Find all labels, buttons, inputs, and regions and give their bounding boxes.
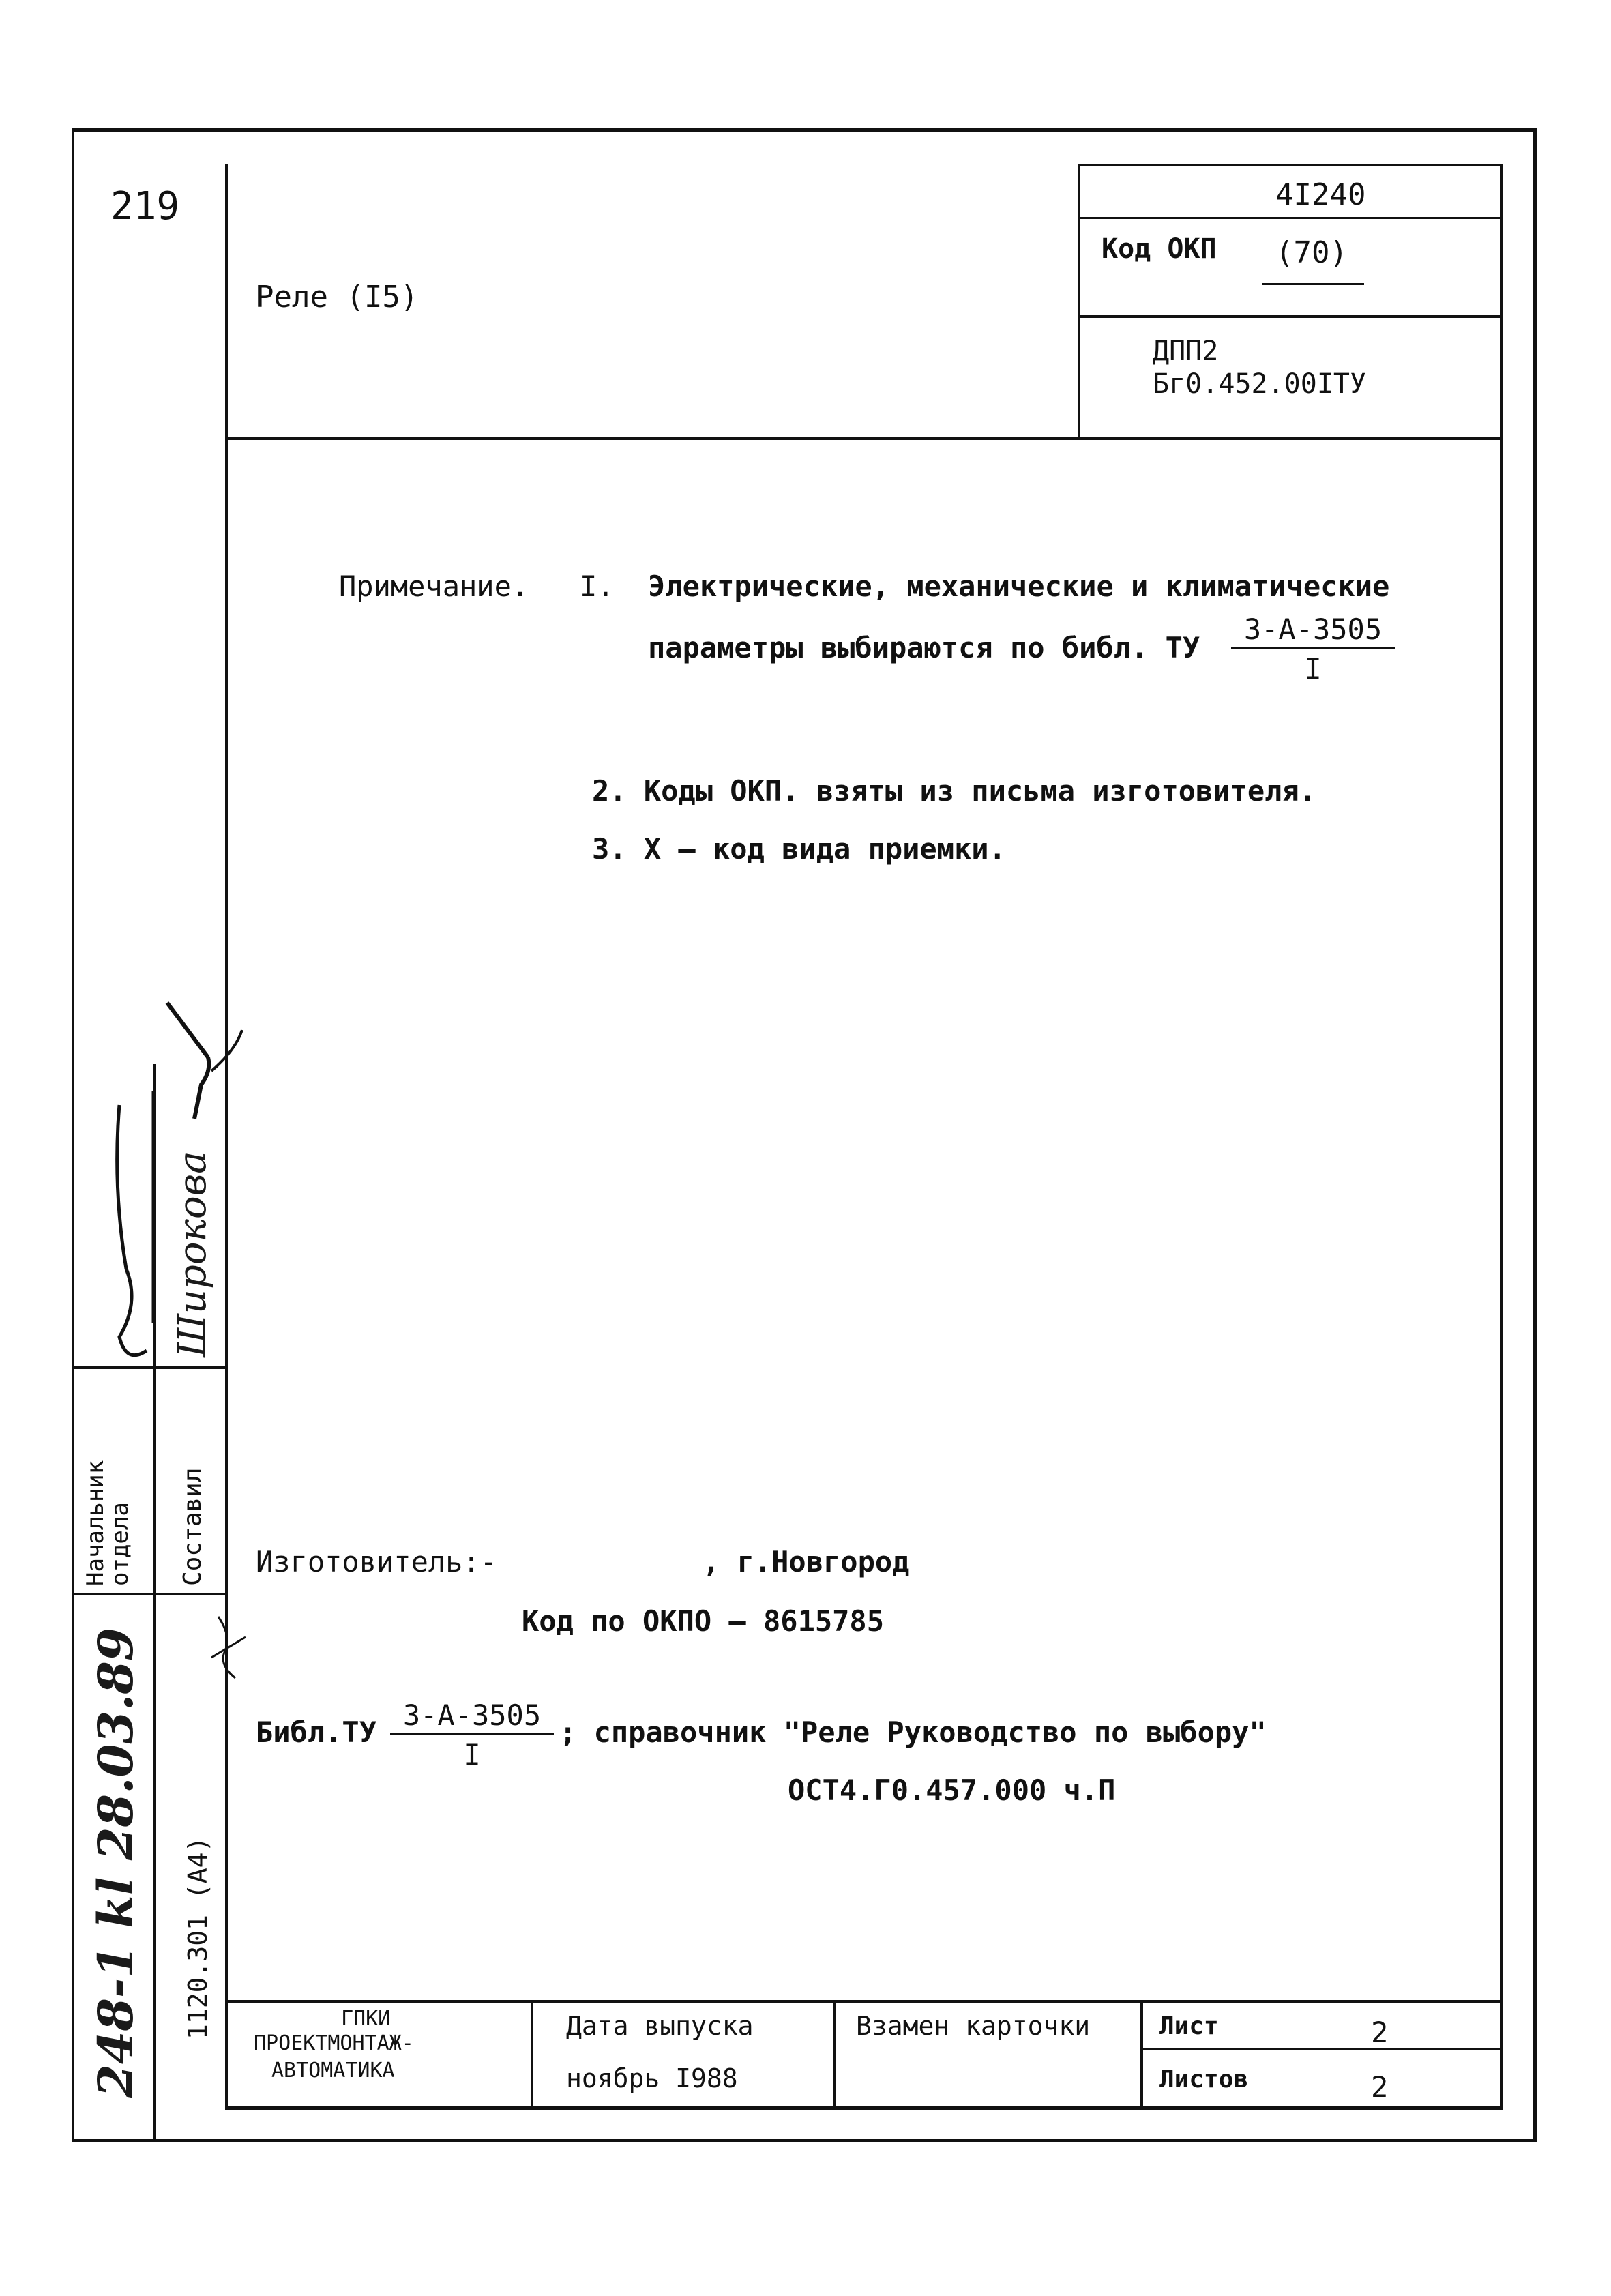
- director-signature: [205, 1610, 252, 1685]
- library-prefix: Библ.ТУ: [256, 1716, 377, 1749]
- department-head-label: Начальник отдела: [82, 1460, 134, 1586]
- sidebar-stamp-bottom-border: [72, 1593, 228, 1595]
- note-1-tu-fraction: [1231, 613, 1395, 686]
- okpo-code: Код по ОКПО – 8615785: [522, 1604, 885, 1638]
- sheets-value: 2: [1371, 2070, 1389, 2104]
- frame-bottom-border: [72, 2139, 1537, 2142]
- footer-divider-2: [833, 2000, 836, 2109]
- header-top-border: [1078, 164, 1503, 166]
- note-1-line2: параметры выбираются по библ. ТУ: [648, 631, 1200, 664]
- doc-number-line2: Бг0.452.00IТУ: [1153, 368, 1367, 400]
- okp-label: Код ОКП: [1102, 233, 1217, 265]
- frame-top-border: [72, 128, 1537, 132]
- content-bottom-border: [225, 2106, 1503, 2110]
- issue-date-label: Дата выпуска: [566, 2011, 754, 2041]
- replaces-card-label: Взамен карточки: [856, 2011, 1091, 2041]
- manufacturer-city: , г.Новгород: [703, 1545, 910, 1578]
- compiled-by-label: Составил: [179, 1467, 207, 1586]
- footer-top-border: [225, 2000, 1503, 2003]
- okp-value: (70): [1275, 235, 1348, 270]
- header-bottom-border: [225, 437, 1503, 440]
- note-1-number: I.: [580, 570, 615, 603]
- document-title: Реле (I5): [256, 280, 419, 314]
- footer-divider-1: [531, 2000, 533, 2109]
- content-right-border: [1500, 164, 1503, 2110]
- compiled-by-signature: Широкова: [171, 1151, 215, 1357]
- form-code: 1120.301 (А4): [183, 1836, 213, 2040]
- org-name-line2: ПРОЕКТМОНТАЖ-: [254, 2031, 414, 2055]
- catalog-code: 4I240: [1275, 177, 1366, 212]
- notes-prefix: Примечание.: [339, 570, 529, 603]
- header-code-divider: [1078, 217, 1503, 219]
- library-tu-fraction: [390, 1698, 554, 1771]
- header-okp-divider: [1078, 315, 1503, 318]
- sheets-label: Листов: [1159, 2065, 1249, 2093]
- okp-value-underline: [1262, 283, 1364, 285]
- org-name-line1: ГПКИ: [341, 2007, 391, 2031]
- ost-reference: ОСТ4.Г0.457.000 ч.П: [788, 1773, 1116, 1807]
- library-tu-denominator: I: [463, 1738, 481, 1771]
- note-1-tu-denominator: I: [1304, 652, 1322, 686]
- note-3: 3. Х – код вида приемки.: [592, 832, 1006, 866]
- sheet-value: 2: [1371, 2016, 1389, 2049]
- footer-sheet-divider: [1140, 2048, 1503, 2050]
- library-tu-numerator: 3-А-3505: [390, 1698, 554, 1735]
- library-reference: ; справочник "Реле Руководство по выбору": [559, 1716, 1267, 1749]
- doc-number-line1: ДПП2: [1153, 336, 1219, 367]
- org-name-line3: АВТОМАТИКА: [271, 2059, 395, 2082]
- frame-right-border: [1533, 128, 1537, 2142]
- sheet-label: Лист: [1159, 2012, 1219, 2040]
- note-2: 2. Коды ОКП. взяты из письма изготовителя.: [592, 774, 1317, 808]
- page-number: 219: [110, 184, 180, 229]
- header-divider: [1078, 164, 1080, 440]
- note-1-line1: Электрические, механические и климатические: [648, 570, 1390, 603]
- note-1-tu-numerator: 3-А-3505: [1231, 613, 1395, 649]
- footer-divider-3: [1140, 2000, 1143, 2109]
- manufacturer-label: Изготовитель:-: [256, 1545, 498, 1578]
- handwritten-registration-note: 248-1 kl 28.03.89: [87, 1628, 144, 2098]
- issue-date-value: ноябрь I988: [566, 2063, 738, 2093]
- signature-strokes: [72, 982, 249, 1405]
